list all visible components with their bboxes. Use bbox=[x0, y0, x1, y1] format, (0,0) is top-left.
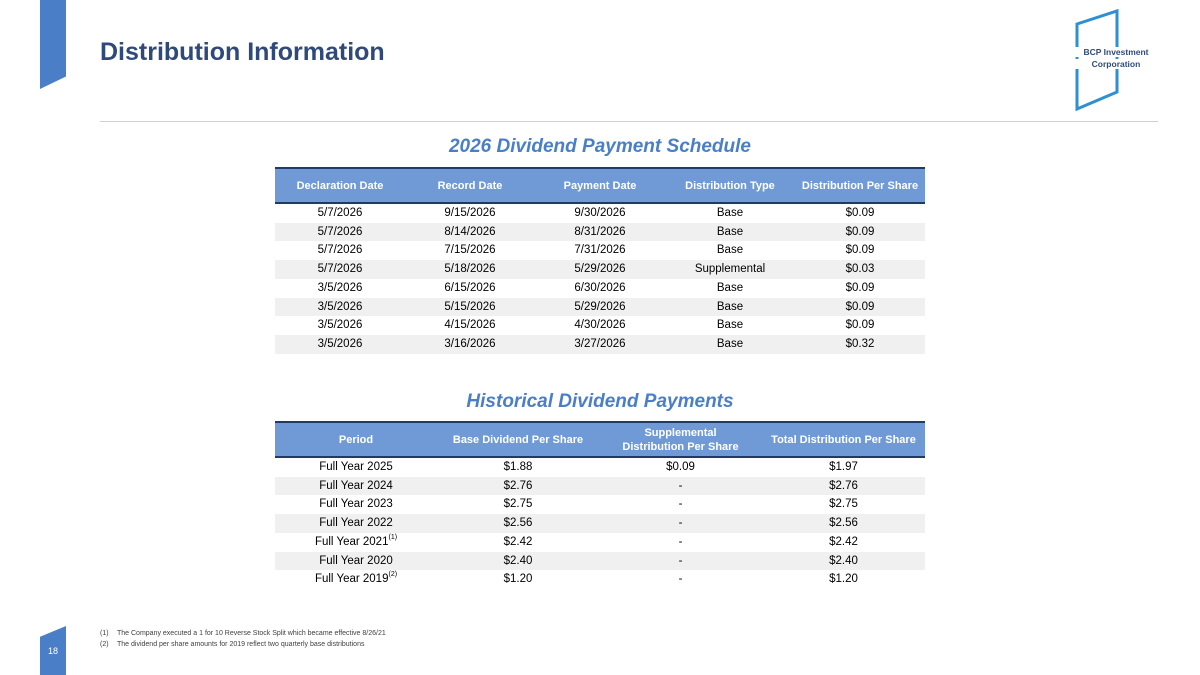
schedule-row bbox=[275, 335, 925, 354]
schedule-cell-record-date: 8/14/2026 bbox=[405, 223, 535, 242]
footnote-1-text: The Company executed a 1 for 10 Reverse Stock Split which became effective 8/26/21 bbox=[117, 630, 386, 637]
schedule-row bbox=[275, 260, 925, 279]
schedule-cell-distribution-per-share: $0.09 bbox=[845, 207, 875, 219]
schedule-cell-payment-date: 7/31/2026 bbox=[574, 244, 626, 257]
schedule-cell-record-date: 5/18/2026 bbox=[405, 260, 535, 279]
schedule-row bbox=[275, 241, 925, 260]
schedule-cell-payment-date: 9/30/2026 bbox=[574, 207, 626, 219]
historical-row bbox=[275, 514, 925, 533]
company-logo bbox=[1070, 8, 1162, 112]
schedule-header-row bbox=[275, 168, 925, 203]
historical-cell-base: $2.56 bbox=[437, 514, 599, 533]
schedule-cell-record-date: 5/15/2026 bbox=[405, 298, 535, 317]
historical-header-period: Period bbox=[275, 422, 437, 457]
period-label: Full Year 2019 bbox=[314, 573, 389, 586]
historical-cell-total: $2.75 bbox=[829, 498, 858, 511]
schedule-cell-payment-date: 8/31/2026 bbox=[535, 223, 665, 242]
historical-title: Historical Dividend Payments bbox=[466, 391, 734, 412]
schedule-cell-payment-date: 5/29/2026 bbox=[535, 298, 665, 317]
historical-cell-base: $2.42 bbox=[503, 535, 533, 548]
historical-header-base-dividend: Base Dividend Per Share bbox=[437, 422, 599, 457]
schedule-cell-distribution-per-share: $0.09 bbox=[845, 281, 875, 294]
schedule-cell-distribution-type: Base bbox=[665, 223, 795, 242]
historical-cell-period bbox=[275, 477, 437, 496]
schedule-header-payment-date: Payment Date bbox=[535, 168, 665, 203]
schedule-cell-declaration-date: 5/7/2026 bbox=[275, 260, 405, 279]
schedule-cell-record-date: 3/16/2026 bbox=[405, 335, 535, 354]
historical-header-supplemental: Supplemental Distribution Per Share bbox=[599, 422, 762, 457]
period-label: Full Year 2022 bbox=[319, 517, 393, 530]
historical-cell-total: $1.20 bbox=[829, 573, 858, 586]
period-label: Full Year 2020 bbox=[319, 554, 393, 567]
schedule-row bbox=[275, 298, 925, 317]
schedule-cell-distribution-type: Base bbox=[716, 207, 744, 219]
historical-cell-period bbox=[275, 457, 437, 477]
schedule-row bbox=[275, 316, 925, 335]
footnote-2 bbox=[100, 639, 386, 650]
footnote-1-mark: (1) bbox=[100, 630, 109, 637]
historical-cell-base: $2.76 bbox=[437, 477, 599, 496]
historical-cell-total: $1.97 bbox=[829, 461, 858, 473]
schedule-cell-declaration-date: 5/7/2026 bbox=[317, 207, 363, 219]
historical-cell-total: $2.40 bbox=[762, 552, 925, 571]
historical-cell-period bbox=[275, 514, 437, 533]
logo-text-line1: BCP Investment bbox=[1070, 47, 1162, 57]
historical-cell-base: $1.88 bbox=[503, 461, 533, 473]
historical-cell-supplemental: - bbox=[599, 477, 762, 496]
footnote-1 bbox=[100, 628, 386, 639]
schedule-cell-record-date: 4/15/2026 bbox=[444, 319, 496, 332]
schedule-cell-distribution-type: Supplemental bbox=[665, 260, 795, 279]
schedule-header-distribution-type: Distribution Type bbox=[665, 168, 795, 203]
schedule-cell-distribution-per-share: $0.09 bbox=[845, 319, 875, 332]
schedule-header-record-date: Record Date bbox=[405, 168, 535, 203]
footnote-2-mark: (2) bbox=[100, 641, 109, 648]
schedule-cell-record-date: 7/15/2026 bbox=[444, 244, 496, 257]
historical-header-row bbox=[275, 422, 925, 457]
schedule-cell-distribution-per-share: $0.09 bbox=[795, 298, 925, 317]
schedule-cell-distribution-type: Base bbox=[716, 244, 744, 257]
historical-cell-base: $2.40 bbox=[437, 552, 599, 571]
footnote-2-text: The dividend per share amounts for 2019 reflect two quarterly base distributions bbox=[117, 641, 365, 648]
period-label: Full Year 2023 bbox=[319, 498, 393, 511]
schedule-cell-payment-date: 3/27/2026 bbox=[535, 335, 665, 354]
historical-cell-supplemental: - bbox=[599, 514, 762, 533]
schedule-header-distribution-per-share: Distribution Per Share bbox=[795, 168, 925, 203]
historical-cell-supplemental: - bbox=[678, 535, 683, 548]
historical-row bbox=[275, 533, 925, 552]
schedule-row bbox=[275, 203, 925, 223]
period-label: Full Year 2025 bbox=[319, 461, 393, 473]
historical-cell-period bbox=[275, 570, 437, 589]
schedule-cell-declaration-date: 5/7/2026 bbox=[317, 244, 363, 257]
historical-cell-supplemental: $0.09 bbox=[666, 461, 695, 473]
schedule-cell-distribution-per-share: $0.09 bbox=[845, 244, 875, 257]
historical-cell-period bbox=[275, 495, 437, 514]
historical-cell-period bbox=[275, 552, 437, 571]
schedule-cell-payment-date: 4/30/2026 bbox=[574, 319, 626, 332]
schedule-cell-distribution-type: Base bbox=[665, 335, 795, 354]
historical-row bbox=[275, 570, 925, 589]
schedule-cell-declaration-date: 3/5/2026 bbox=[275, 335, 405, 354]
schedule-cell-declaration-date: 3/5/2026 bbox=[317, 281, 363, 294]
historical-cell-period bbox=[275, 533, 437, 552]
schedule-cell-distribution-type: Base bbox=[716, 281, 744, 294]
period-label: Full Year 2024 bbox=[319, 479, 393, 492]
footnotes bbox=[100, 628, 386, 650]
historical-row bbox=[275, 552, 925, 571]
historical-header-total: Total Distribution Per Share bbox=[762, 422, 925, 457]
schedule-cell-payment-date: 6/30/2026 bbox=[574, 281, 626, 294]
historical-cell-base: $2.75 bbox=[503, 498, 533, 511]
title-divider bbox=[100, 121, 1158, 122]
historical-table bbox=[275, 421, 925, 589]
schedule-cell-declaration-date: 3/5/2026 bbox=[317, 319, 363, 332]
period-label: Full Year 2021 bbox=[314, 535, 389, 548]
schedule-cell-record-date: 6/15/2026 bbox=[444, 281, 496, 294]
page-number: 18 bbox=[47, 646, 58, 656]
schedule-cell-declaration-date: 5/7/2026 bbox=[275, 223, 405, 242]
historical-cell-supplemental: - bbox=[678, 573, 683, 586]
schedule-title: 2026 Dividend Payment Schedule bbox=[448, 136, 751, 157]
schedule-table bbox=[275, 167, 925, 354]
footnote-ref: (2) bbox=[388, 571, 398, 579]
accent-bar-top bbox=[40, 0, 66, 89]
schedule-cell-declaration-date: 3/5/2026 bbox=[275, 298, 405, 317]
schedule-cell-distribution-per-share: $0.32 bbox=[795, 335, 925, 354]
historical-cell-supplemental: - bbox=[678, 498, 683, 511]
historical-cell-supplemental: - bbox=[599, 552, 762, 571]
historical-cell-base: $1.20 bbox=[503, 573, 533, 586]
footnote-ref: (1) bbox=[388, 533, 398, 541]
historical-row bbox=[275, 477, 925, 496]
schedule-cell-record-date: 9/15/2026 bbox=[444, 207, 496, 219]
schedule-header-declaration-date: Declaration Date bbox=[275, 168, 405, 203]
schedule-cell-distribution-per-share: $0.09 bbox=[795, 223, 925, 242]
schedule-cell-distribution-type: Base bbox=[716, 319, 744, 332]
historical-cell-total: $2.42 bbox=[829, 535, 858, 548]
schedule-cell-distribution-type: Base bbox=[665, 298, 795, 317]
schedule-cell-payment-date: 5/29/2026 bbox=[535, 260, 665, 279]
historical-row bbox=[275, 495, 925, 514]
schedule-row bbox=[275, 223, 925, 242]
logo-text-line2: Corporation bbox=[1070, 59, 1162, 69]
historical-cell-total: $2.56 bbox=[762, 514, 925, 533]
historical-cell-total: $2.76 bbox=[762, 477, 925, 496]
page-title: Distribution Information bbox=[100, 38, 385, 66]
historical-row bbox=[275, 457, 925, 477]
schedule-row bbox=[275, 279, 925, 298]
schedule-cell-distribution-per-share: $0.03 bbox=[795, 260, 925, 279]
